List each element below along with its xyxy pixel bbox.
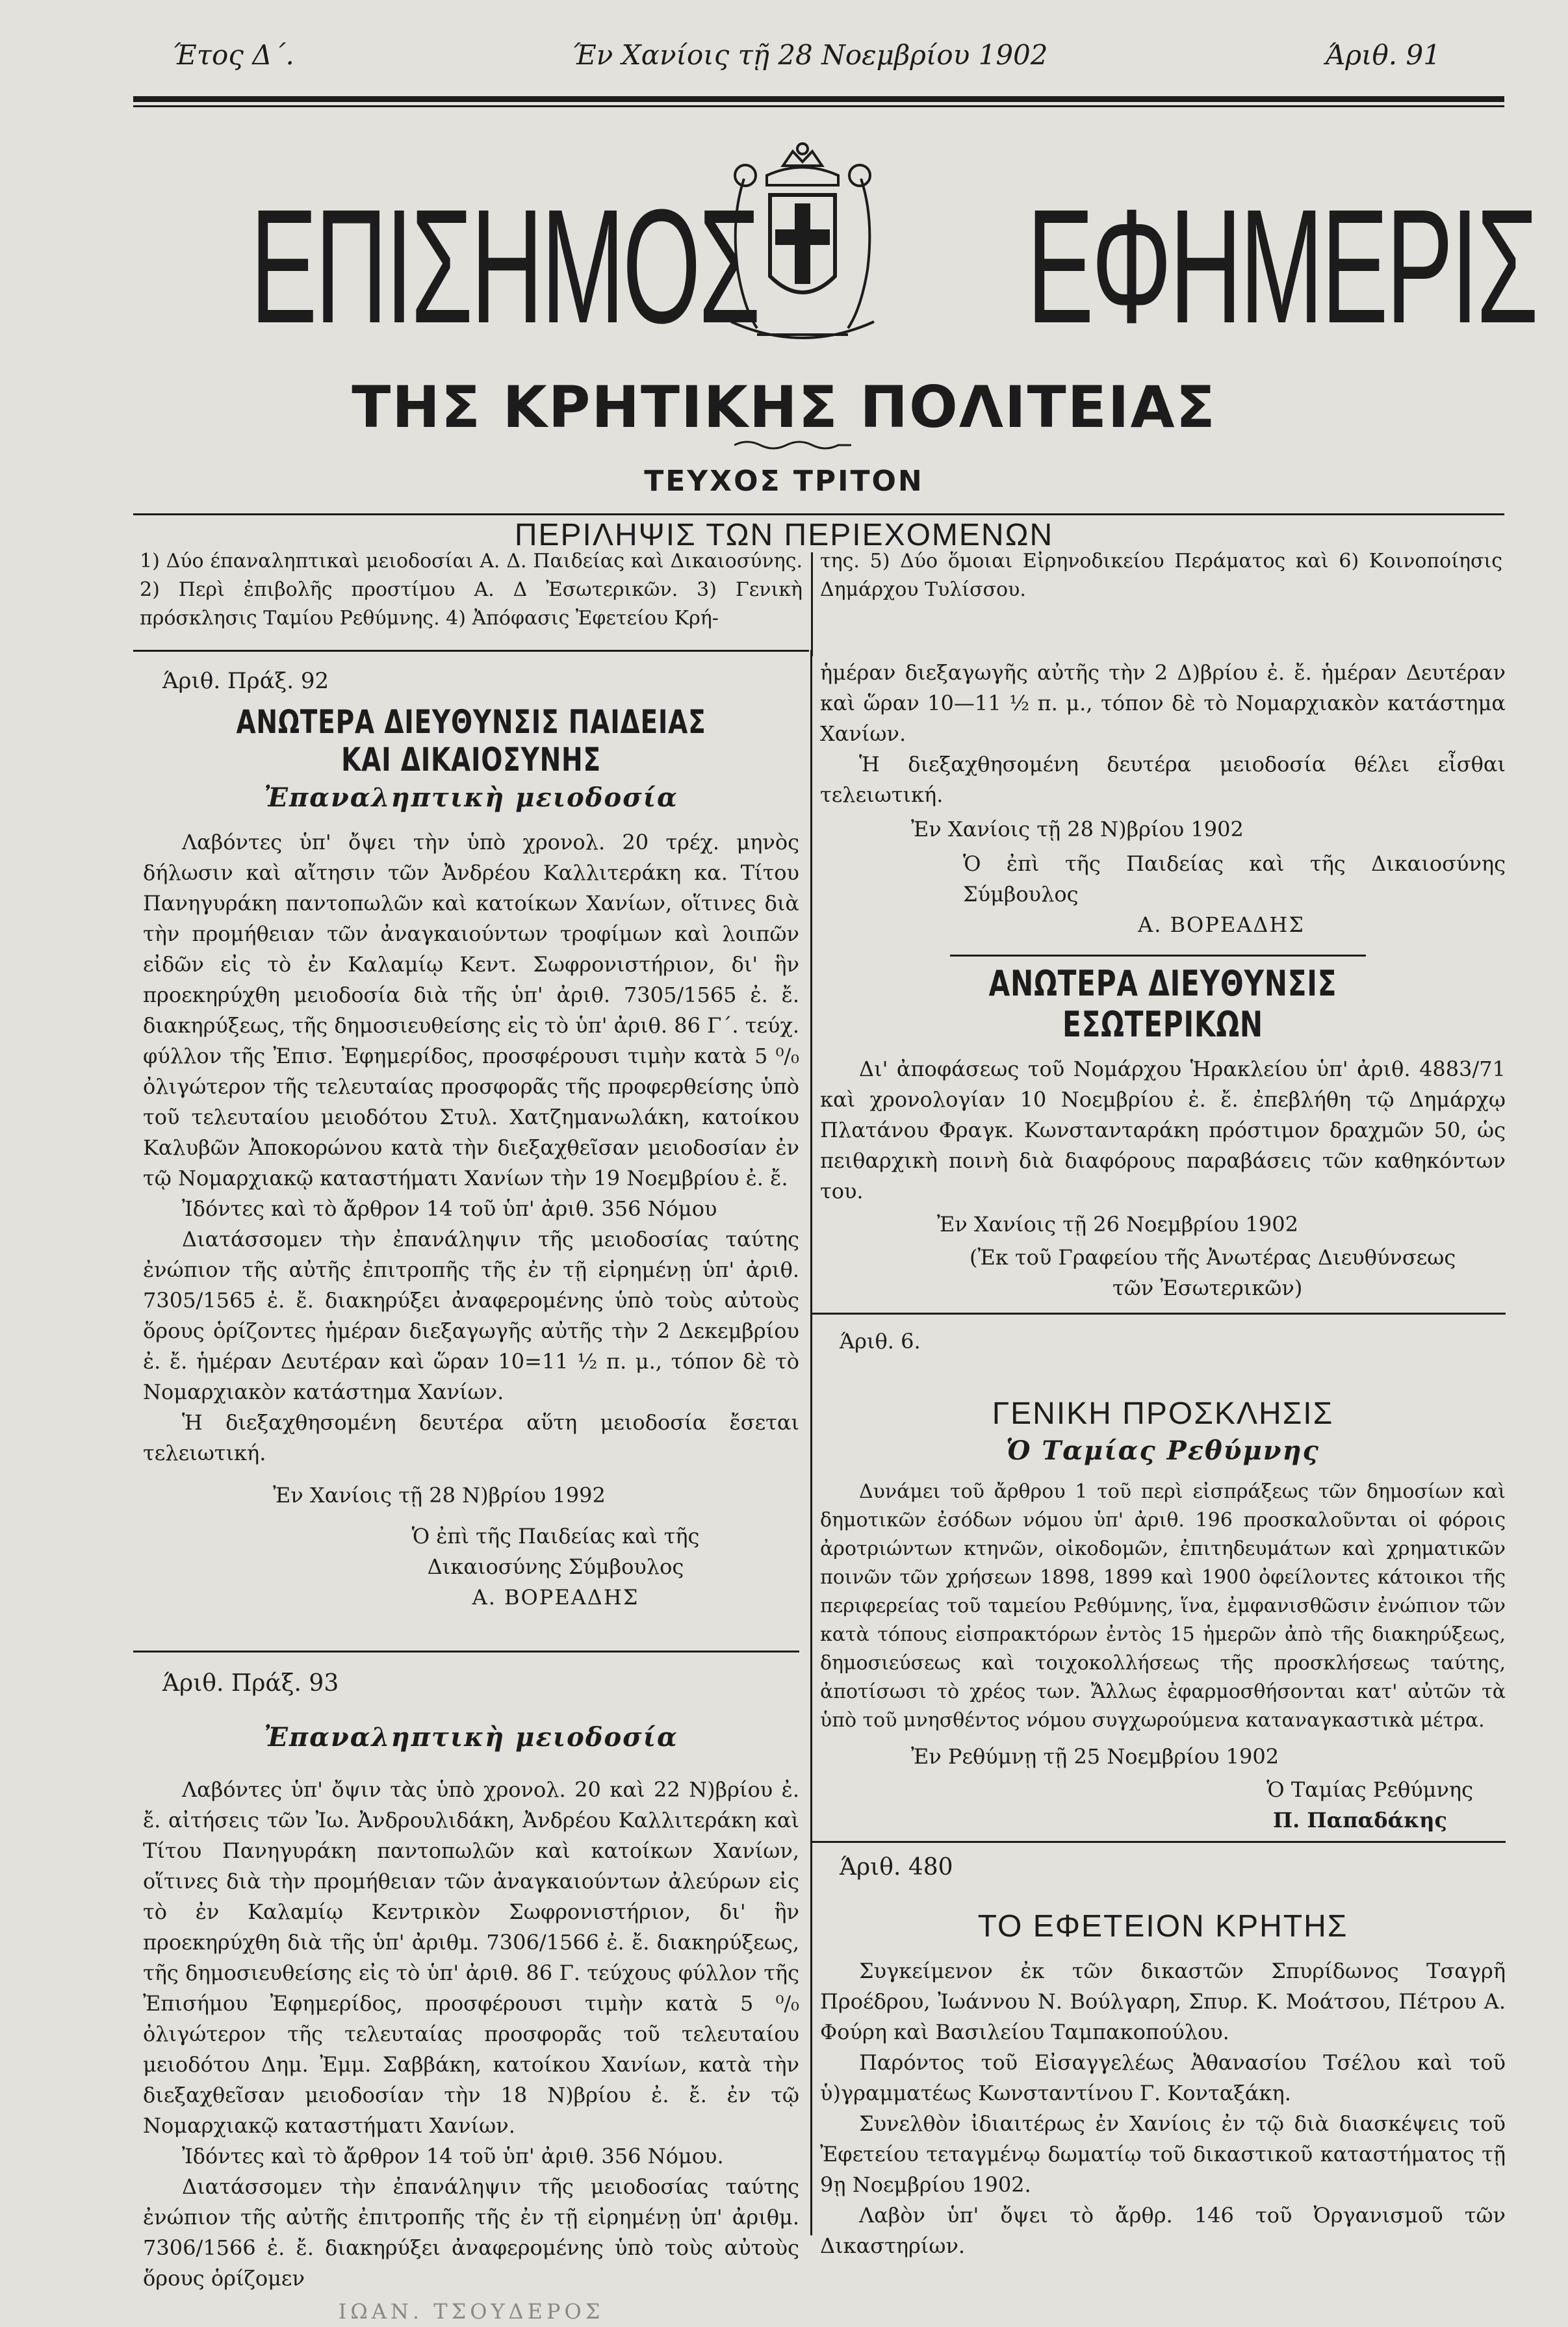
act-92-number: Άριθ. Πράξ. 92 (162, 668, 329, 694)
act-92-signature-line-1: Ὁ ἐπὶ τῆς Παιδείας καὶ τῆς (411, 1524, 700, 1549)
act-93-subheading: Ἐπαναληπτικὴ μειοδοσία (264, 1722, 678, 1753)
right-column (820, 658, 1506, 2261)
summary-rule-bottom (133, 650, 809, 652)
act-92-date: Ἐν Χανίοις τῇ 28 Ν)βρίου 1992 (273, 1483, 606, 1508)
issue-label: ΤΕΥΧΟΣ ΤΡΙΤΟΝ (644, 465, 924, 498)
court-paragraph-2: Παρόντος τοῦ Εἰσαγγελέως Ἀθανασίου Τσέλου καὶ τοῦ ὑ)γραμματέως Κωνσταντίνου Γ. Κονταξάκη. (820, 2050, 1506, 2105)
cont-92-signature-title: Ὁ ἐπὶ τῆς Παιδείας καὶ τῆς Δικαιοσύνης Σύμβουλος (963, 851, 1506, 906)
court-paragraph-4: Λαβὸν ὑπ' ὄψει τὸ ἄρθρ. 146 τοῦ Ὀργανισμοῦ τῶν Δικαστηρίων. (820, 2203, 1506, 2258)
summary-title: ΠΕΡΙΛΗΨΙΣ ΤΩΝ ΠΕΡΙΕΧΟΜΕΝΩΝ (514, 518, 1054, 552)
place-date: Έν Χανίοις τῇ 28 Νοεμβρίου 1902 (572, 39, 1048, 71)
act-92-paragraph-4: Ἡ διεξαχθησομένη δευτέρα αὕτη μειοδοσία ἔσεται τελειωτική. (143, 1410, 799, 1465)
section-short-rule (950, 955, 1366, 957)
masthead-left: ΕΠΙΣΗΜΟΣ (250, 175, 758, 357)
act-92-heading: ΑΝΩΤΕΡΑ ΔΙΕΥΘΥΝΣΙΣ ΠΑΙΔΕΙΑΣ ΚΑΙ ΔΙΚΑΙΟΣΥΝΗΣ (236, 703, 706, 778)
interior-date: Ἐν Χανίοις τῇ 26 Νοεμβρίου 1902 (937, 1212, 1298, 1237)
summary-column-divider (811, 552, 813, 656)
act-93-paragraph-1: Λαβόντες ὑπ' ὄψιν τὰς ὑπὸ χρονολ. 20 καὶ 22 Ν)βρίου ἐ. ἔ. αἰτήσεις τῶν Ἰω. Ἀνδρουλιδάκη, Ἀνδρέου Καλλιτεράκη καὶ Τίτου Πανηγυράκη παντοπωλῶν καὶ κατοίκων Χανίων, οἵτινες διὰ τὴν προμήθειαν τῶν ἀναγκαιούντων ἀλεύρων εἰς τὸ ἐν Καλαμίῳ Κεντρικὸν Σωφρονιστήριον, δι' ἣν προεκηρύχθη διὰ τῆς ὑπ' ἀριθμ. 7306/1566 ἐ. ἔ. διακηρύξεως, τῆς δημοσιευθείσης εἰς τὸ ὑπ' ἀριθ. 86 Γ. τεύχους φύλλον τῆς Ἐπισήμου Ἐφημερίδος, προσφέρουσι τιμὴν κατὰ 5 ⁰/₀ ὀλιγώτερον τῆς τελευταίας προσφορᾶς τοῦ τελευταίου μειοδότου Δημ. Ἐμμ. Σαββάκη, κατοίκου Χανίων, κατὰ τὴν διεξαχθεῖσαν μειοδοσίαν τὴν 18 Ν)βρίου ἐ. ἔ. ἐν τῷ Νομαρχιακῷ καταστήματι Χανίων. (143, 1777, 799, 2138)
interior-heading: ΑΝΩΤΕΡΑ ΔΙΕΥΘΥΝΣΙΣ ΕΣΩΤΕΡΙΚΩΝ (988, 963, 1337, 1045)
masthead-right: ΕΦΗΜΕΡΙΣ (1027, 175, 1536, 357)
cont-92-signature-name: Α. ΒΟΡΕΑΔΗΣ (1138, 912, 1305, 937)
court-heading: ΤΟ ΕΦΕΤΕΙΟΝ ΚΡΗΤΗΣ (977, 1909, 1348, 1944)
coat-of-arms-emblem (705, 140, 900, 361)
left-column (143, 666, 799, 2327)
summary-rule-top (133, 513, 1504, 515)
act-93-paragraph-2: Ἰδόντες καὶ τὸ ἄρθρον 14 τοῦ ὑπ' ἀριθ. 356 Νόμου. (182, 2144, 724, 2168)
interior-body (820, 1054, 1506, 1207)
ornament-divider (734, 439, 851, 452)
act-divider (133, 1651, 799, 1652)
interior-paragraph-1: Δι' ἀποφάσεως τοῦ Νομάρχου Ἡρακλείου ὑπ' ἀριθ. 4883/71 καὶ χρονολογίαν 10 Νοεμβρίου ἐ. ἔ. ἐπεβλήθη τῷ Δημάρχῳ Πλατάνου Φραγκ. Κωνστανταράκη πρόστιμον δραχμῶν 50, ὡς πειθαρχικὴ ποινὴ διὰ διαφόρους παραβάσεις τῶν καθηκόντων του. (820, 1057, 1506, 1203)
court-paragraph-3: Συνελθὸν ἰδιαιτέρως ἐν Χανίοις ἐν τῷ διὰ διασκέψεις τοῦ Ἐφετείου τεταγμένῳ δωματίῳ τοῦ δικαστικοῦ καταστήματος τῇ 9ῃ Νοεμβρίου 1902. (820, 2111, 1506, 2197)
call-signature-name: Π. Παπαδάκης (1272, 1808, 1447, 1832)
act-93-paragraph-3: Διατάσσομεν τὴν ἐπανάληψιν τῆς μειοδοσίας ταύτης ἐνώπιον τῆς αὐτῆς ἐπιτροπῆς τῆς ἐν τῇ εἰρημένῃ ὑπ' ἀριθμ. 7306/1566 ἐ. ἔ. διακηρύξει ἀναφερομένης ὑπὸ τοὺς αὐτοὺς ὅρους ὁρίζομεν (143, 2174, 799, 2291)
act-92-paragraph-3: Διατάσσομεν τὴν ἐπανάληψιν τῆς μειοδοσίας ταύτης ἐνώπιον τῆς αὐτῆς ἐπιτροπῆς τῆς ἐν τῇ εἰρημένῃ ὑπ' ἀριθ. 7305/1565 ἐ. ἔ. διακηρύξει ἀναφερομένης ὑπὸ τοὺς αὐτοὺς ὅρους ὁρίζοντες ἡμέραν διεξαγωγῆς αὐτῆς τὴν 2 Δεκεμβρίου ἐ. ἔ. ἡμέραν Δευτέραν καὶ ὥραν 10=11 ½ π. μ., τόπον δὲ τὸ Νομαρχιακὸν κατάστημα Χανίων. (143, 1227, 799, 1404)
interior-source-line-1: (Ἐκ τοῦ Γραφείου τῆς Ἀνωτέρας Διευθύνσεως (970, 1245, 1456, 1270)
act-92-signature-name: Α. ΒΟΡΕΑΔΗΣ (472, 1585, 639, 1610)
summary-left-text: 1) Δύο έπαναληπτικαὶ μειοδοσίαι Α. Δ. Παιδείας καὶ Δικαιοσύνης. 2) Περὶ ἐπιβολῆς προστίμου Α. Δ Ἐσωτερικῶν. 3) Γενικὴ πρόσκλησις Ταμίου Ρεθύμνης. 4) Ἀπόφασις Ἐφετείου Κρή- (140, 550, 803, 630)
header-rule-thin (133, 105, 1504, 107)
masthead-subtitle: ΤΗΣ ΚΡΗΤΙΚΗΣ ΠΟΛΙΤΕΙΑΣ (352, 374, 1216, 441)
act-92-signature-line-2: Δικαιοσύνης Σύμβουλος (427, 1554, 684, 1579)
year-label: Έτος Δ΄. (172, 39, 294, 71)
call-signature-title: Ὁ Ταμίας Ρεθύμνης (1266, 1777, 1473, 1802)
act-93-number: Άριθ. Πράξ. 93 (162, 1670, 339, 1697)
cont-92-paragraph-1: ἡμέραν διεξαγωγῆς αὐτῆς τὴν 2 Δ)βρίου ἐ. ἔ. ἡμέραν Δευτέραν καὶ ὥραν 10—11 ½ π. μ., τόπον δὲ τὸ Νομαρχιακὸν κατάστημα Χανίων. (820, 660, 1506, 746)
act-93-body (143, 1775, 799, 2294)
call-date: Ἐν Ρεθύμνῃ τῇ 25 Νοεμβρίου 1902 (911, 1744, 1279, 1769)
main-column-divider (810, 650, 812, 2235)
issue-number: Άριθ. 91 (1326, 39, 1441, 71)
court-body (820, 1956, 1506, 2261)
cont-92-paragraph-2: Ἡ διεξαχθησομένη δευτέρα μειοδοσία θέλει εἶσθαι τελειωτική. (820, 752, 1506, 807)
court-number: Άριθ. 480 (840, 1854, 953, 1881)
call-paragraph-1: Δυνάμει τοῦ ἄρθρου 1 τοῦ περὶ εἰσπράξεως τῶν δημοσίων καὶ δημοτικῶν ἐσόδων νόμου ὑπ' ἀριθ. 196 προσκαλοῦνται οἱ φόροις ἀροτριώντων κτηνῶν, οἰκοδομῶν, ἐπιτηδευμάτων καὶ χρηματικῶν ποινῶν τῶν χρήσεων 1898, 1899 καὶ 1900 ὀφείλοντες κάτοικοι τῆς περιφερείας τοῦ ταμείου Ρεθύμνης, ἵνα, ἐμφανισθῶσιν ἐνώπιον τῶν κατὰ τόπους εἰσπρακτόρων ἐντὸς 15 ἡμερῶν ἀπὸ τῆς διακηρύξεως, δημοσιεύσεως καὶ τοιχοκολλήσεως τῆς προσκλήσεως ταύτης, ἀποτίσωσι τὸ χρέος των. Ἄλλως ἐφαρμοσθήσονται κατ' αὐτῶν τὰ ὑπὸ τοῦ μνησθέντος νόμου συγχωρούμενα καταναγκαστικὰ μέτρα. (820, 1480, 1506, 1732)
interior-source-line-2: τῶν Ἐσωτερικῶν) (1112, 1276, 1303, 1300)
act-92-subheading: Ἐπαναληπτικὴ μειοδοσία (264, 782, 678, 813)
act-92-body (143, 827, 799, 1469)
call-heading: ΓΕΝΙΚΗ ΠΡΟΣΚΛΗΣΙΣ (992, 1396, 1334, 1431)
section-rule-2 (810, 1841, 1506, 1843)
court-paragraph-1: Συγκείμενον ἐκ τῶν δικαστῶν Σπυρίδωνος Τσαγρῆ Προέδρου, Ἰωάννου Ν. Βούλγαρη, Σπυρ. Κ. Μοάτσου, Πέτρου Α. Φούρη καὶ Βασιλείου Ταμπακοπούλου. (820, 1959, 1506, 2044)
act-92-paragraph-2: Ἰδόντες καὶ τὸ ἄρθρον 14 τοῦ ὑπ' ἀριθ. 356 Νόμου (182, 1196, 717, 1221)
cont-92-body (820, 658, 1506, 810)
cont-92-date: Ἐν Χανίοις τῇ 28 Ν)βρίου 1902 (911, 817, 1244, 842)
call-number: Άριθ. 6. (840, 1329, 921, 1354)
header-rule-thick (133, 96, 1504, 102)
act-92-paragraph-1: Λαβόντες ὑπ' ὄψει τὴν ὑπὸ χρονολ. 20 τρέχ. μηνὸς δήλωσιν καὶ αἴτησιν τῶν Ἀνδρέου Καλλιτεράκη κα. Τίτου Πανηγυράκη παντοπωλῶν καὶ κατοίκων Χανίων, οἵτινες διὰ τὴν προμήθειαν τῶν ἀναγκαιούντων τροφίμων καὶ λοιπῶν εἰδῶν εἰς τὸ ἐν Καλαμίῳ Κεντ. Σωφρονιστήριον, δι' ἣν προεκηρύχθη μειοδοσία διὰ τῆς ὑπ' ἀριθ. 7305/1565 ἐ. ἔ. διακηρύξεως, τῆς δημοσιευθείσης εἰς τὸ ὑπ' ἀριθ. 86 Γ΄. τεύχ. φύλλον τῆς Ἐπισ. Ἐφημερίδος, προσφέρουσι τιμὴν κατὰ 5 ⁰/₀ ὀλιγώτερον τῆς τελευταίας προσφορᾶς τῆς προφερθείσης ὑπὸ τοῦ τελευταίου μειοδότου Στυλ. Χατζημανωλάκη, κατοίκου Καλυβῶν Ἀποκορώνου κατὰ τὴν διεξαχθεῖσαν μειοδοσίαν ἐν τῷ Νομαρχιακῷ καταστήματι Χανίων τὴν 19 Νοεμβρίου ἐ. ἔ. (143, 830, 799, 1190)
call-body (820, 1478, 1506, 1735)
call-subheading: Ὁ Ταμίας Ρεθύμνης (1006, 1435, 1320, 1466)
printer-imprint: ΙΩΑΝ. ΤΣΟΥΔΕΡΟΣ (338, 2299, 604, 2324)
summary-right-text: της. 5) Δύο ὅμοιαι Εἰρηνοδικείου Περάματος καὶ 6) Κοινοποίησις Δημάρχου Τυλίσσου. (820, 550, 1502, 601)
section-rule (810, 1313, 1506, 1315)
